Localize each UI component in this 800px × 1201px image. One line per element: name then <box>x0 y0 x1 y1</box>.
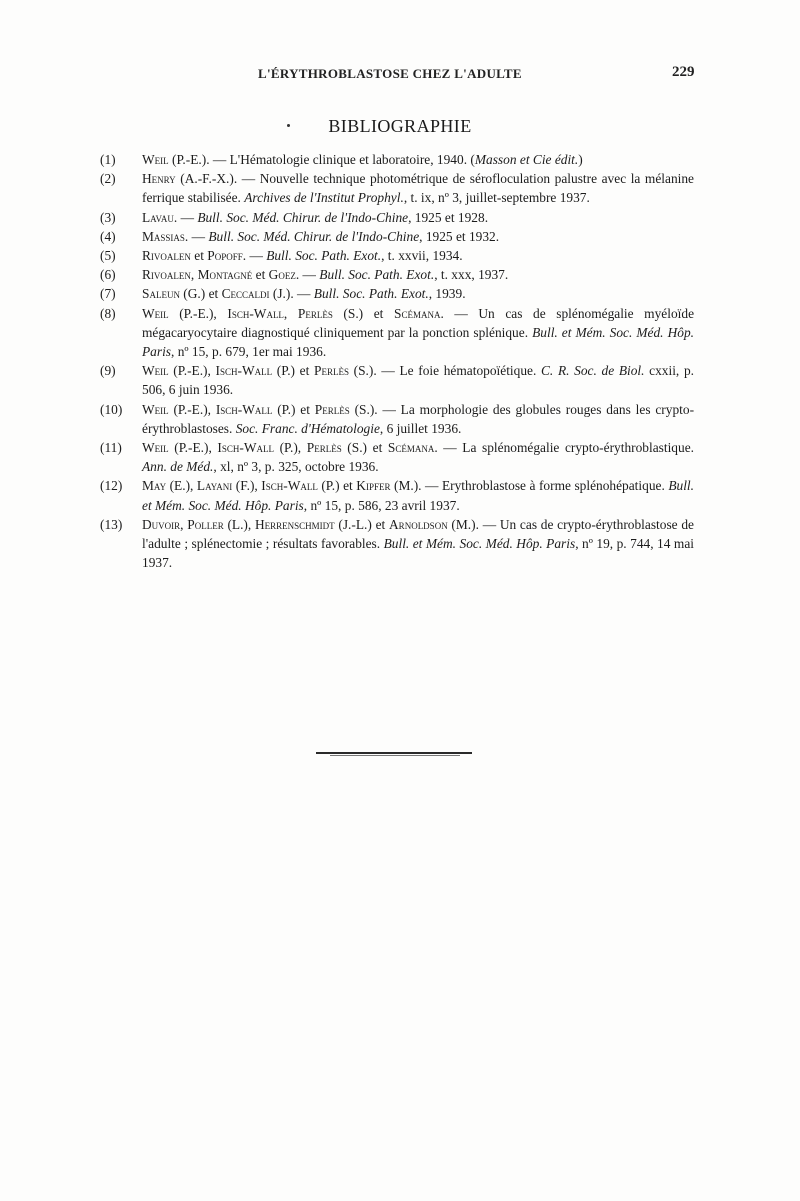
reference-authors: Weil (P.-E.), Isch-Wall (P.), Perlès (S.) <box>142 440 368 456</box>
reference-text: , 1925 et 1932. <box>419 228 500 244</box>
reference-entry <box>100 227 694 246</box>
reference-authors: Goez. <box>268 267 300 283</box>
reference-authors: Henry (A.-F.-X.). <box>142 171 238 187</box>
reference-authors: Duvoir, Poller (L.), Herrenschmidt (J.-L.) <box>142 516 372 532</box>
reference-text: et <box>371 516 390 532</box>
reference-journal: Bull. Soc. Path. Exot. <box>319 267 435 283</box>
reference-number: (4) <box>100 228 116 244</box>
reference-number: (6) <box>100 267 116 283</box>
decorative-dot <box>287 124 290 127</box>
reference-text: , nº 15, p. 586, 23 avril 1937. <box>303 497 460 513</box>
reference-text: et <box>363 305 394 321</box>
reference-text: et <box>339 478 357 494</box>
reference-authors: Scémana. <box>387 440 438 456</box>
section-title <box>0 116 800 137</box>
reference-entry <box>100 265 694 284</box>
reference-text: — L'Hématologie clinique et laboratoire, 1940. ( <box>209 152 475 167</box>
reference-number: (1) <box>100 152 116 167</box>
reference-entry <box>100 515 694 573</box>
reference-entry <box>100 284 694 303</box>
reference-text: et <box>190 248 208 264</box>
reference-text: et <box>252 267 269 283</box>
reference-journal: Bull. Soc. Méd. Chirur. de l'Indo-Chine <box>208 228 420 244</box>
reference-authors: Perlès (S.). <box>314 401 378 417</box>
reference-number: (10) <box>100 401 123 417</box>
reference-authors: Popoff. <box>207 248 247 264</box>
reference-entry <box>100 361 694 399</box>
reference-entry <box>100 246 694 265</box>
reference-text: , 1925 et 1928. <box>408 209 489 225</box>
reference-number: (2) <box>100 171 116 187</box>
reference-authors: Ceccaldi (J.). <box>221 286 294 302</box>
reference-text: — <box>246 248 267 264</box>
reference-text: — <box>188 228 209 244</box>
reference-authors: Kipfer (M.). <box>356 478 422 494</box>
reference-entry <box>100 476 694 514</box>
reference-authors: Saleun (G.) <box>142 286 206 302</box>
reference-journal: C. R. Soc. de Biol. <box>541 363 645 379</box>
reference-entry <box>100 304 694 362</box>
reference-number: (9) <box>100 363 116 379</box>
reference-number: (7) <box>100 286 116 302</box>
reference-authors: Arnoldson (M.). <box>389 516 479 532</box>
reference-text: , t. xxvii, 1934. <box>381 248 463 264</box>
reference-text: , t. ix, nº 3, juillet-septembre 1937. <box>403 190 590 206</box>
reference-text: et <box>367 440 388 456</box>
reference-text: — Un cas de crypto-érythroblastose de l'adulte ; splénectomie ; résultats favorables. <box>142 516 694 552</box>
reference-text: — Nouvelle technique photométrique de sérofloculation palustre avec la mélanine ferrique stabilisée. <box>142 171 694 206</box>
reference-entry <box>100 150 694 169</box>
reference-entry <box>100 208 694 227</box>
reference-authors: Rivoalen <box>142 248 191 264</box>
reference-authors: Weil (P.-E.), Isch-Wall (P.) <box>142 401 296 417</box>
reference-text: — Un cas de splénomégalie myéloïde mégacaryocytaire diagnostiqué cliniquement par la ponction splénique. <box>142 305 695 340</box>
reference-entry <box>100 438 694 476</box>
reference-text: cxxii, p. 506, 6 juin 1936. <box>142 363 694 398</box>
reference-authors: Weil (P.-E.). <box>142 152 210 167</box>
reference-authors: Scémana. <box>394 305 444 321</box>
reference-text: , xl, nº 3, p. 325, octobre 1936. <box>213 459 379 475</box>
reference-text: — <box>177 209 198 225</box>
reference-authors: Rivoalen, Montagné <box>142 267 253 283</box>
reference-journal: Bull. Soc. Méd. Chirur. de l'Indo-Chine <box>197 209 409 225</box>
reference-journal: Soc. Franc. d'Hématologie <box>235 420 380 436</box>
page-number: 229 <box>672 64 695 80</box>
reference-journal: Masson et Cie édit. <box>474 152 579 167</box>
reference-text: — La splénomégalie crypto-érythroblastique. <box>437 440 694 456</box>
reference-text: et <box>295 363 315 379</box>
reference-text: , 1939. <box>428 286 466 302</box>
reference-authors: May (E.), Layani (F.), Isch-Wall (P.) <box>142 478 340 494</box>
end-rule-thin <box>330 755 460 756</box>
reference-text: ) <box>578 152 583 167</box>
reference-entry <box>100 400 694 438</box>
reference-number: (11) <box>100 440 122 456</box>
reference-authors: Weil (P.-E.), Isch-Wall, Perlès (S.) <box>142 305 364 321</box>
reference-text: et <box>295 401 315 417</box>
reference-journal: Bull. et Mém. Soc. Méd. Hôp. Paris <box>142 324 694 360</box>
reference-entry <box>100 169 694 207</box>
reference-authors: Perlès (S.). <box>314 363 377 379</box>
reference-number: (13) <box>100 516 123 532</box>
reference-number: (12) <box>100 478 123 494</box>
reference-journal: Bull. et Mém. Soc. Méd. Hôp. Paris <box>142 478 694 513</box>
reference-number: (8) <box>100 305 116 321</box>
reference-text: , nº 15, p. 679, 1er mai 1936. <box>171 344 327 360</box>
reference-text: — La morphologie des globules rouges dans les crypto-érythroblastoses. <box>142 401 695 436</box>
reference-journal: Ann. de Méd. <box>142 459 214 475</box>
reference-journal: Archives de l'Institut Prophyl. <box>244 190 404 206</box>
reference-journal: Bull. et Mém. Soc. Méd. Hôp. Paris <box>383 536 576 552</box>
reference-number: (5) <box>100 248 116 264</box>
reference-journal: Bull. Soc. Path. Exot. <box>313 286 429 302</box>
reference-number: (3) <box>100 209 116 225</box>
reference-journal: Bull. Soc. Path. Exot. <box>266 248 382 264</box>
section-title-text: BIBLIOGRAPHIE <box>328 116 472 136</box>
reference-authors: Lavau. <box>142 209 178 225</box>
reference-text: — <box>299 267 320 283</box>
reference-text: , t. xxx, 1937. <box>434 267 509 283</box>
reference-text: et <box>205 286 222 302</box>
reference-text: — Le foie hématopoïétique. <box>376 363 541 379</box>
bibliography-list <box>100 150 694 572</box>
reference-text: — Erythroblastose à forme splénohépatique. <box>421 478 669 494</box>
reference-authors: Massias. <box>142 228 189 244</box>
reference-text: , nº 19, p. 744, 14 mai 1937. <box>142 536 694 571</box>
reference-text: , 6 juillet 1936. <box>379 420 462 436</box>
reference-text: — <box>293 286 314 302</box>
end-rule <box>316 752 472 754</box>
reference-authors: Weil (P.-E.), Isch-Wall (P.) <box>142 363 295 379</box>
running-header: L'ÉRYTHROBLASTOSE CHEZ L'ADULTE <box>258 66 522 81</box>
